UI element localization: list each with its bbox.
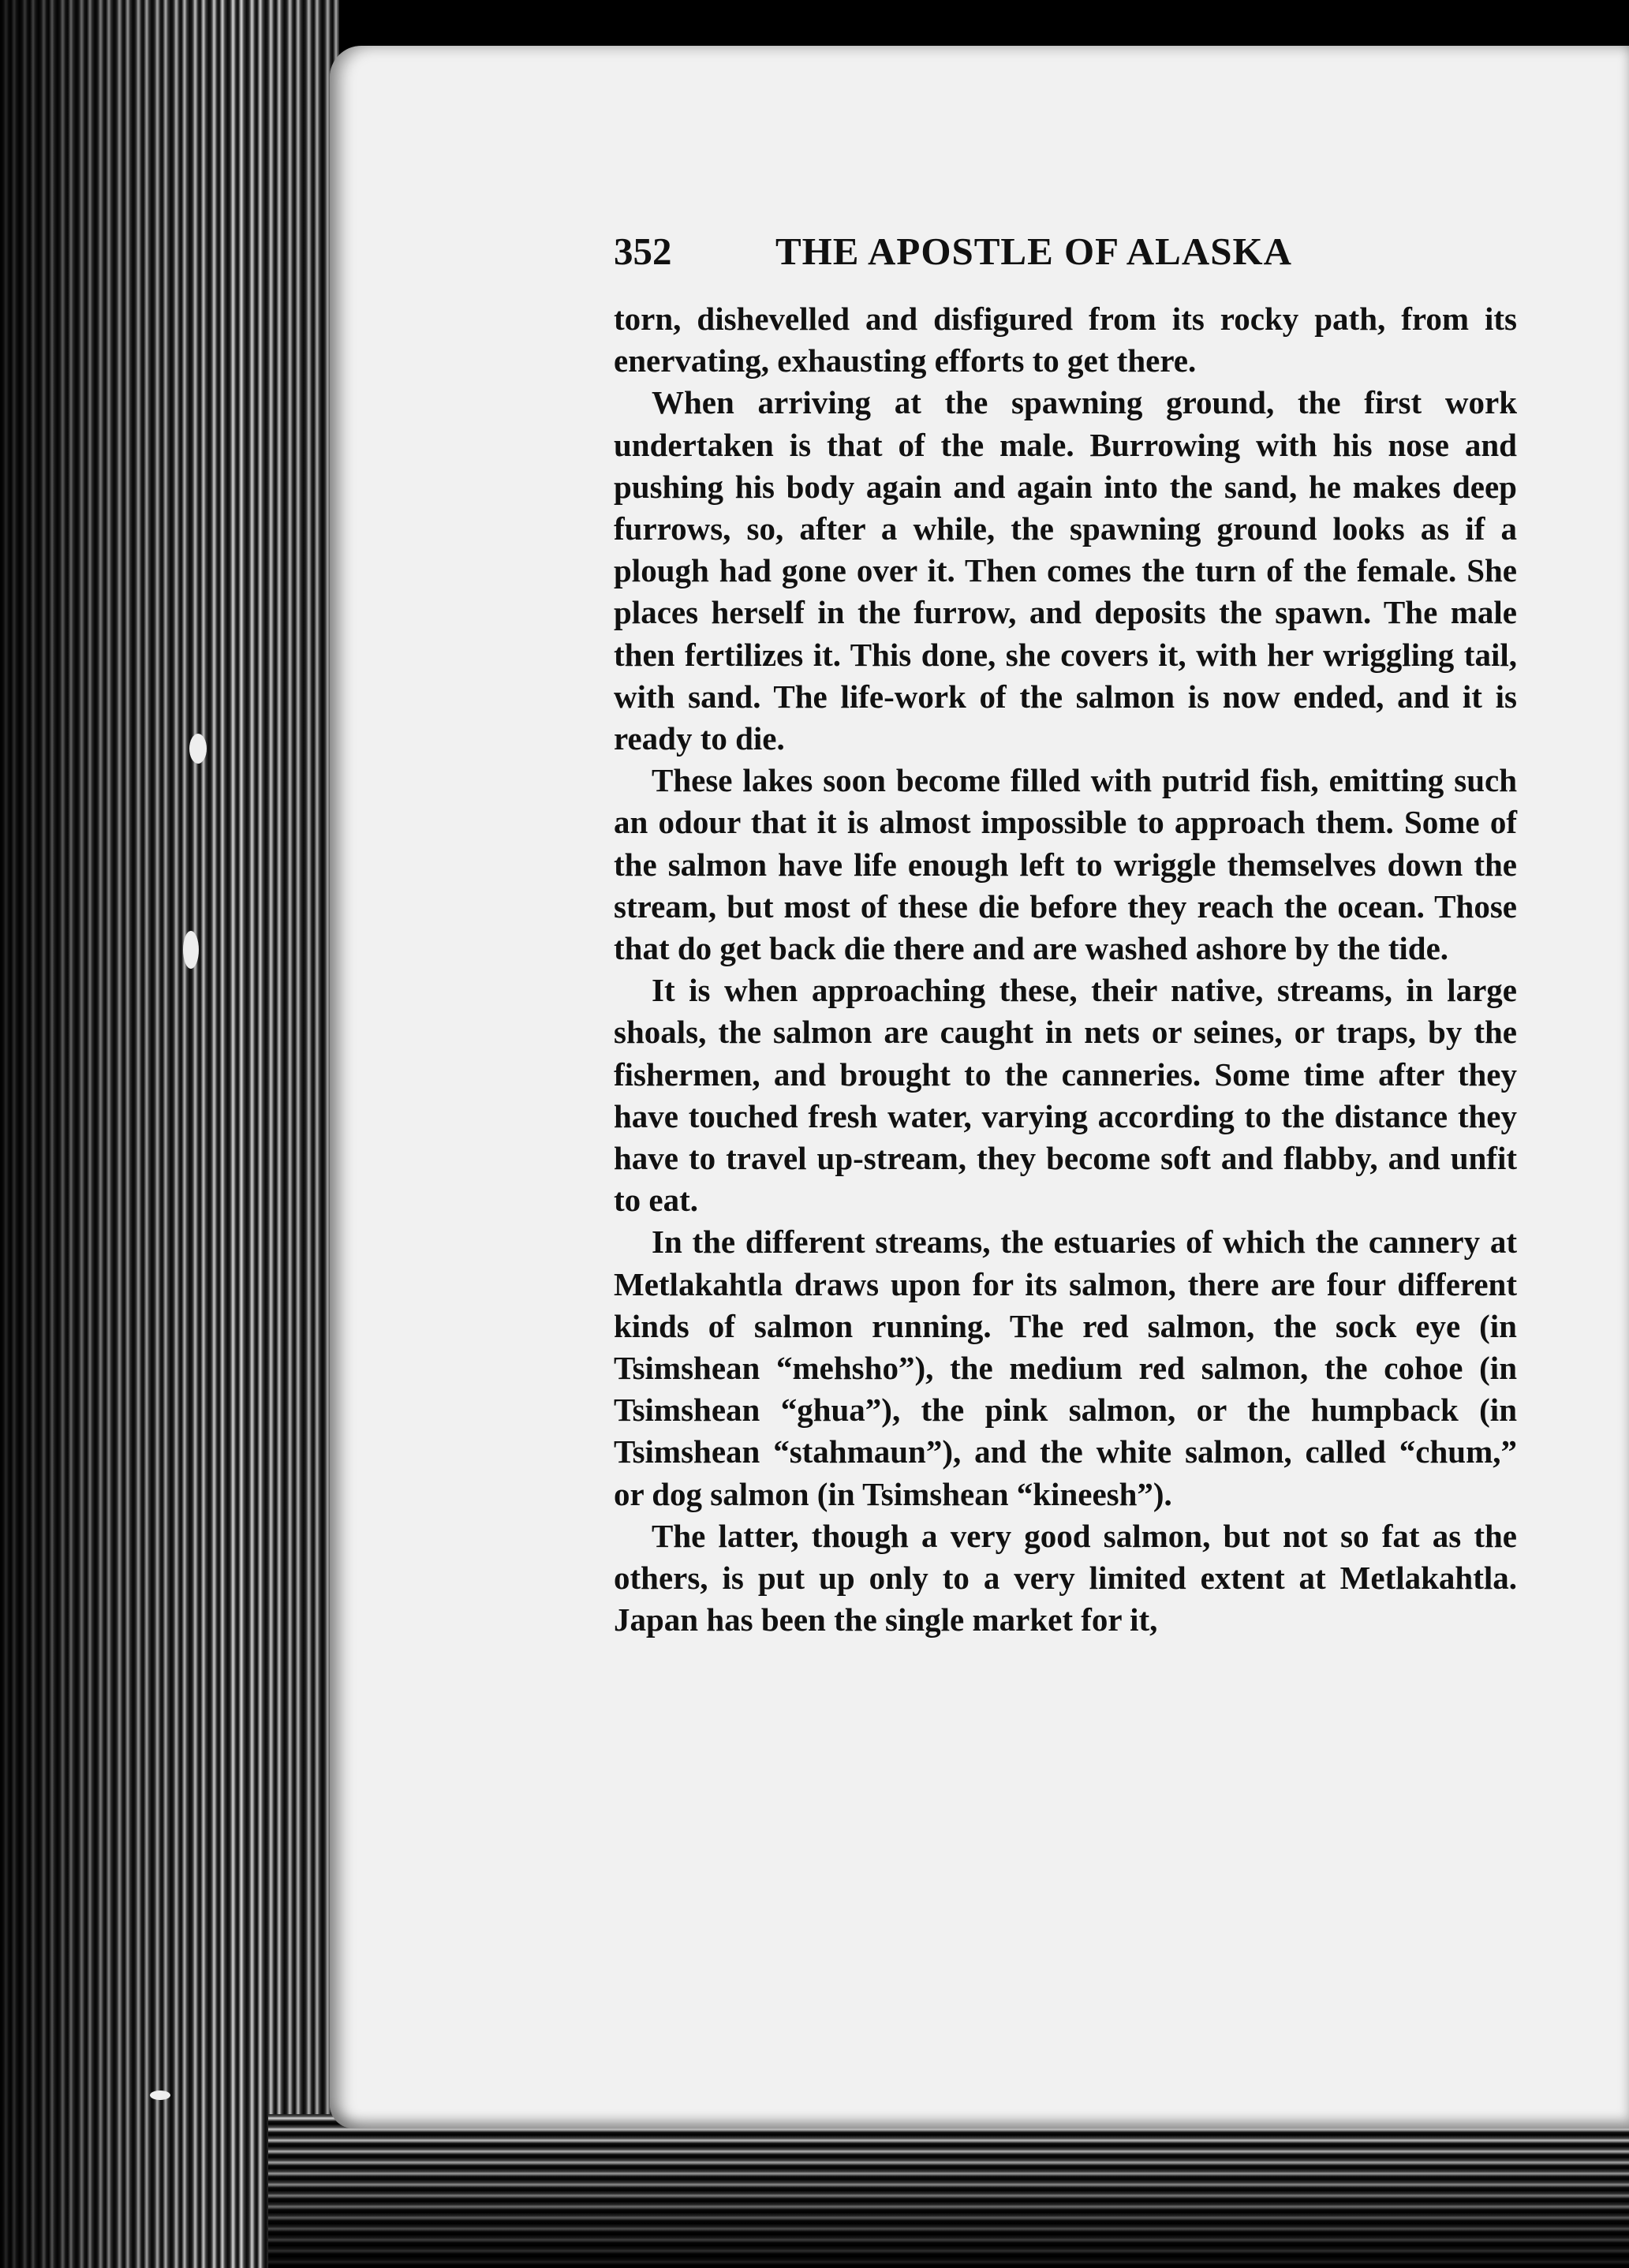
page-edges-bottom — [268, 2114, 1629, 2268]
body-text — [614, 298, 1517, 1642]
edge-mark — [183, 931, 199, 969]
running-head — [614, 229, 1355, 284]
page-number: 352 — [614, 230, 672, 273]
paragraph: torn, dishevelled and disfigured from its rocky path, from its enervating, exhausting efforts to get there. — [614, 301, 1517, 379]
paragraph: In the different streams, the estuaries of which the cannery at Metlakahtla draws upon for its salmon, there are four different kinds of salmon running. The red salmon, the sock eye (in Tsimshean “mehsho”), the medium red salmon, the cohoe (in Tsimshean “ghua”), the pink salmon, or the humpback (in Tsimshean “stahmaun”), and the white salmon, called “chum,” or dog salmon (in Tsimshean “kineesh”). — [614, 1224, 1517, 1512]
paragraph: The latter, though a very good salmon, but not so fat as the others, is put up only to a very limited extent at Metlakahtla. Japan has been the single market for it, — [614, 1517, 1517, 1638]
paragraph: It is when approaching these, their native, streams, in large shoals, the salmon are caught in nets or seines, or traps, by the fishermen, and brought to the canneries. Some time after they have touched fresh water, varying according to the distance they have to travel up-stream, they become soft and flabby, and unfit to eat. — [614, 972, 1517, 1219]
page-edges-left — [0, 0, 339, 2268]
paragraph: These lakes soon become filled with putrid fish, emitting such an odour that it is almost impossible to approach them. Some of the salmon have life enough left to wriggle themselves down the stream, but most of these die before they reach the ocean. Those that do get back die there and are washed ashore by the tide. — [614, 762, 1517, 967]
edge-mark — [189, 734, 207, 764]
paragraph: When arriving at the spawning ground, the first work undertaken is that of the male. Burrowing with his nose and pushing his body again and again into the sand, he makes deep furrows, so, after a while, the spawning ground looks as if a plough had gone over it. Then comes the turn of the female. She places herself in the furrow, and deposits the spawn. The male then fertilizes it. This done, she covers it, with her wriggling tail, with sand. The life-work of the salmon is now ended, and it is ready to die. — [614, 384, 1517, 757]
running-title: THE APOSTLE OF ALASKA — [775, 230, 1292, 273]
edge-mark — [150, 2091, 170, 2100]
